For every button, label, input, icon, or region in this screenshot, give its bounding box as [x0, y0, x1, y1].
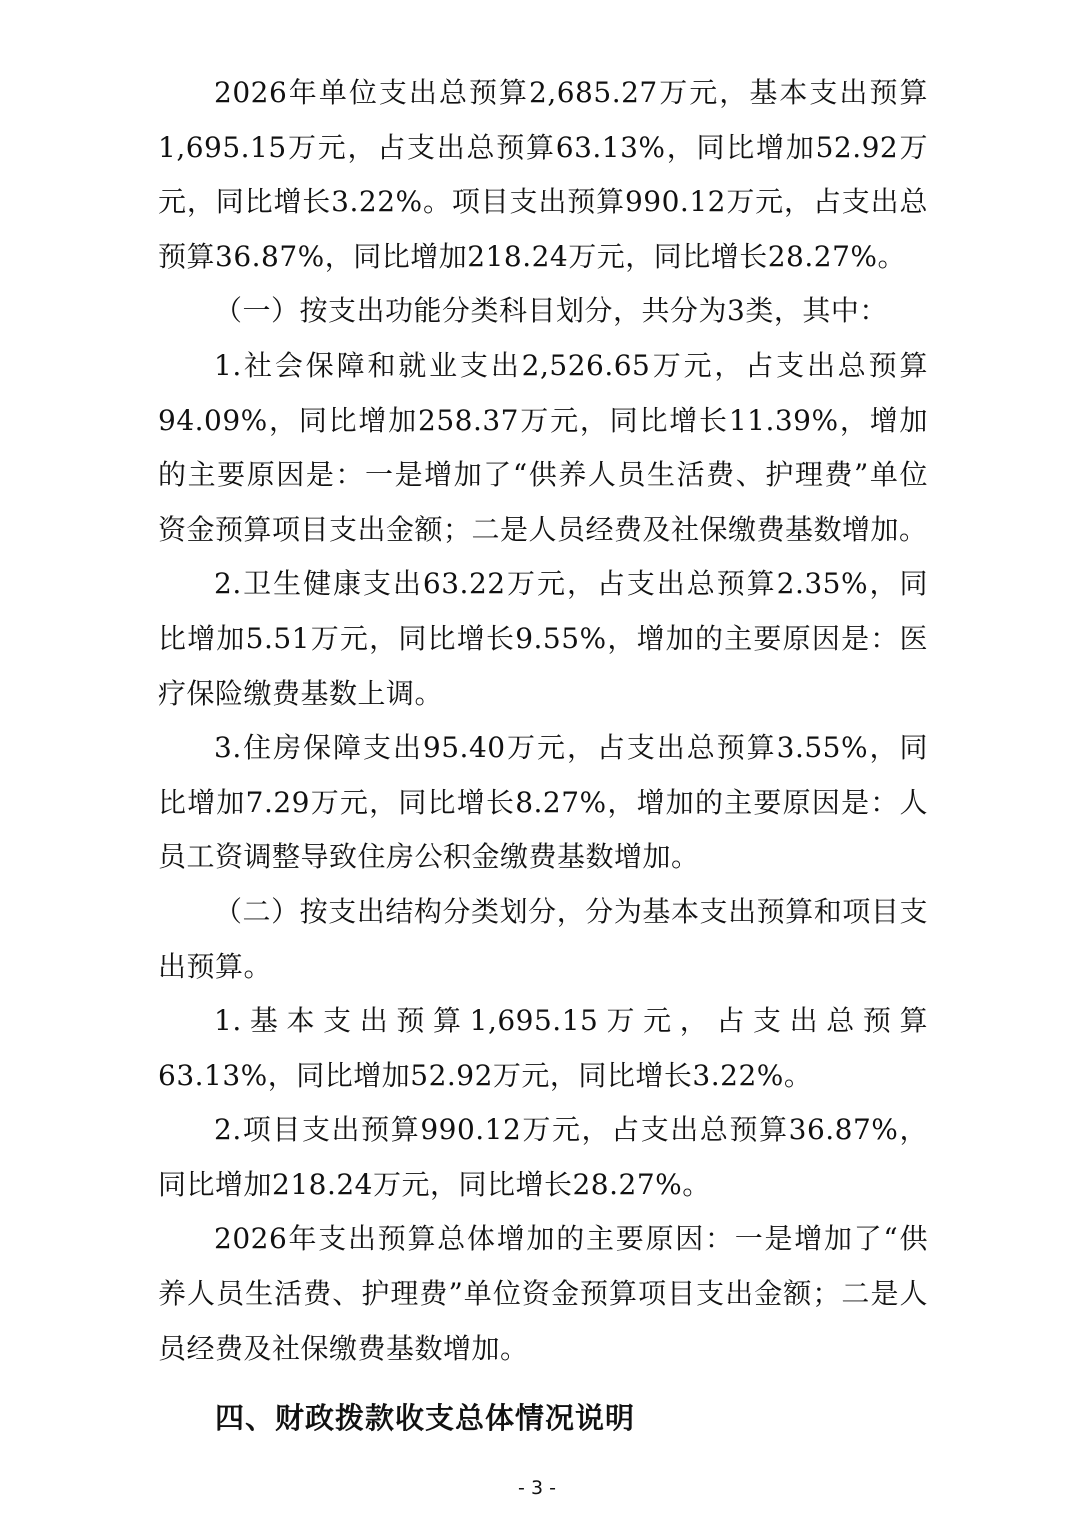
paragraph-functional-classification-intro: （一）按支出功能分类科目划分，共分为3类，其中： — [214, 294, 888, 328]
paragraph-budget-summary: 2026年单位支出总预算2,685.27万元，基本支出预算1,695.15万元，占支出总预算63.13%，同比增加52.92万元，同比增长3.22%。项目支出预算990.12万元，占支出总预算36.87%，同比增加218.24万元，同比增长28.27%。 — [158, 76, 928, 273]
paragraph-basic-expenditure: 1.基本支出预算1,695.15万元，占支出总预算63.13%，同比增加52.92万元，同比增长3.22%。 — [158, 1004, 928, 1092]
paragraph-increase-reasons: 2026年支出预算总体增加的主要原因：一是增加了“供养人员生活费、护理费”单位资金预算项目支出金额；二是人员经费及社保缴费基数增加。 — [158, 1222, 928, 1365]
paragraph-structure-classification-intro: （二）按支出结构分类划分，分为基本支出预算和项目支出预算。 — [158, 894, 928, 983]
section-heading: 四、财政拨款收支总体情况说明 — [215, 1401, 636, 1435]
paragraph-social-security: 1.社会保障和就业支出2,526.65万元，占支出总预算94.09%，同比增加258.37万元，同比增长11.39%，增加的主要原因是：一是增加了“供养人员生活费、护理费”单位资金预算项目支出金额；二是人员经费及社保缴费基数增加。 — [158, 348, 928, 546]
page-number: - 3 - — [518, 1477, 556, 1499]
paragraph-housing: 3.住房保障支出95.40万元，占支出总预算3.55%，同比增加7.29万元，同比增长8.27%，增加的主要原因是：人员工资调整导致住房公积金缴费基数增加。 — [158, 731, 928, 874]
paragraph-health: 2.卫生健康支出63.22万元，占支出总预算2.35%，同比增加5.51万元，同比增长9.55%，增加的主要原因是：医疗保险缴费基数上调。 — [158, 567, 928, 710]
paragraph-project-expenditure: 2.项目支出预算990.12万元，占支出总预算36.87%，同比增加218.24万元，同比增长28.27%。 — [158, 1113, 928, 1201]
body-text — [158, 66, 928, 1376]
